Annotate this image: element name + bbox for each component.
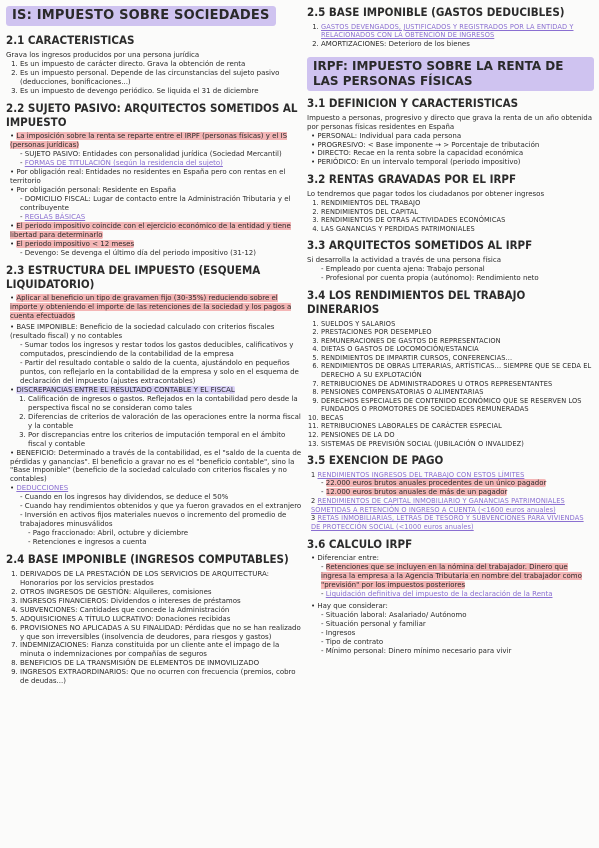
intro-text: Si desarrolla la actividad a través de una persona física <box>307 256 502 265</box>
section-3-3 <box>307 239 594 283</box>
text-line: - Cuando hay rendimientos obtenidos y que ya fueron gravados en el extranjero <box>20 502 302 511</box>
text-line: - FORMAS DE TITULACIÓN (según la residencia del sujeto) <box>20 159 223 168</box>
section-heading: 2.2 SUJETO PASIVO: ARQUITECTOS SOMETIDOS AL IMPUESTO <box>6 100 298 129</box>
text-line: • El periodo impositivo coincide con el ejercicio económico de la entidad y tiene libertad para determinarlo <box>10 221 291 239</box>
text-line: - Inversión en activos fijos materiales nuevos o incremento del promedio de trabajadores minusválidos <box>20 511 287 529</box>
income-list <box>6 570 304 686</box>
list-item: 9. INGRESOS EXTRAORDINARIOS: Que no ocurren con frecuencia (premios, cobro de deudas...) <box>20 668 304 686</box>
list-item: 9. DERECHOS ESPECIALES DE CONTENIDO ECONÓMICO QUE SE RESERVEN LOS FUNDADOS O PROMOTORES DE SOCIEDADES REMUNERADAS <box>321 397 594 414</box>
income-types-list <box>307 199 594 233</box>
section-3-6 <box>307 538 594 656</box>
list-item: 7. INDEMNIZACIONES: Fianza constituida por un cliente ante el impago de la minuta o indemnizaciones por compañías de seguros <box>20 641 304 659</box>
list-item: 12. PENSIONES DE LA DO <box>321 431 594 440</box>
text-line: - DOMICILIO FISCAL: Lugar de contacto entre la Administración Tributaria y el contribuyente <box>20 195 291 213</box>
list-item: 1. DERIVADOS DE LA PRESTACIÓN DE LOS SERVICIOS DE ARQUITECTURA: Honorarios por los servicios prestados <box>20 570 304 588</box>
list-item: 8. BENEFICIOS DE LA TRANSMISIÓN DE ELEMENTOS DE INMOVILIZADO <box>20 659 304 668</box>
section-2-1 <box>6 34 304 96</box>
section-heading: 3.3 ARQUITECTOS SOMETIDOS AL IRPF <box>307 238 533 253</box>
text-line: - 22.000 euros brutos anuales procedentes de un único pagador <box>321 479 547 488</box>
text-line: • PERSONAL: Individual para cada persona <box>311 131 462 140</box>
section-2-5 <box>307 6 594 49</box>
list-item: 1. Es un impuesto de carácter directo. Grava la obtención de renta <box>20 60 304 69</box>
text-line: 1 RENDIMIENTOS INGRESOS DEL TRABAJO CON ESTOS LÍMITES <box>311 470 525 479</box>
characteristics-list <box>6 60 304 96</box>
section-2-4 <box>6 553 304 686</box>
list-item: 2. Diferencias de criterios de valoración de las operaciones entre la norma fiscal y la contable <box>28 413 304 431</box>
list-item: 5. RENDIMIENTOS DE IMPARTIR CURSOS, CONFERENCIAS... <box>321 354 594 363</box>
text-line: • Diferenciar entre: <box>311 554 379 563</box>
list-item: 2. AMORTIZACIONES: Deterioro de los bienes <box>321 40 594 49</box>
list-item: 7. RETRIBUCIONES DE ADMINISTRADORES U OTROS REPRESENTANTES <box>321 380 594 389</box>
text-line: • La imposición sobre la renta se reparte entre el IRPF (personas físicas) y el IS (personas jurídicas) <box>10 132 288 150</box>
list-item: 2. RENDIMIENTOS DEL CAPITAL <box>321 208 594 217</box>
section-heading: 2.5 BASE IMPONIBLE (GASTOS DEDUCIBLES) <box>307 5 565 19</box>
list-item: 1. Calificación de ingresos o gastos. Reflejados en la contabilidad pero desde la perspectiva fiscal no se consideran como tales <box>28 395 304 413</box>
list-item: 2. OTROS INGRESOS DE GESTIÓN: Alquileres, comisiones <box>20 588 304 597</box>
section-heading: 2.1 CARACTERISTICAS <box>6 33 135 48</box>
section-2-2 <box>6 102 304 258</box>
list-item: 6. PROVISIONES NO APLICADAS A SU FINALIDAD: Pérdidas que no se han realizado y que son irreversibles (insolvencia de deudores, para riesgos y gastos) <box>20 624 304 642</box>
list-item: 1. RENDIMIENTOS DEL TRABAJO <box>321 199 594 208</box>
text-line: • BASE IMPONIBLE: Beneficio de la sociedad calculado con criterios fiscales (resultado fiscal) y no contables <box>10 323 275 341</box>
text-line: - SUJETO PASIVO: Entidades con personalidad jurídica (Sociedad Mercantil) <box>20 150 282 159</box>
section-heading: 3.6 CALCULO IRPF <box>307 536 413 551</box>
list-item: 3. Por discrepancias entre los criterios de imputación temporal en el ámbito fiscal y contable <box>28 431 304 449</box>
list-item: 3. REMUNERACIONES DE GASTOS DE REPRESENTACION <box>321 337 594 346</box>
text-line: - Situación laboral: Asalariado/ Autónomo <box>321 611 467 620</box>
text-line: • BENEFICIO: Determinado a través de la contabilidad, es el "saldo de la cuenta de pérdidas y ganancias". El beneficio a gravar no es el "beneficio contable", sino la "Base Imponible" (beneficio de la sociedad calculado con criterios fiscales y no contables) <box>10 448 302 484</box>
discrepancies-list <box>6 395 304 449</box>
list-item: 1. SUELDOS Y SALARIOS <box>321 320 594 329</box>
text-line: - Situación personal y familiar <box>321 620 426 629</box>
section-heading: 3.1 DEFINICION Y CARACTERISTICAS <box>307 95 519 110</box>
text-line: • DISCREPANCIAS ENTRE EL RESULTADO CONTABLE Y EL FISCAL <box>10 385 235 394</box>
text-line: - 12.000 euros brutos anuales de más de un pagador <box>321 488 508 497</box>
text-line: • Por obligación personal: Residente en España <box>10 186 177 195</box>
list-item: 2. PRESTACIONES POR DESEMPLEO <box>321 328 594 337</box>
list-item: 5. ADQUISICIONES A TÍTULO LUCRATIVO: Donaciones recibidas <box>20 615 304 624</box>
text-line: - Retenciones e ingresos a cuenta <box>28 538 147 547</box>
section-heading: 3.5 EXENCION DE PAGO <box>307 453 444 468</box>
intro-text: Lo tendremos que pagar todos los ciudadanos por obtener ingresos <box>307 190 545 199</box>
list-item: 8. PENSIONES COMPENSATORIAS O ALIMENTARIAS <box>321 388 594 397</box>
text-line: 3 RETAS INMOBILIARIAS, LETRAS DE TESORO Y SUBVENCIONES PARA VIVIENDAS DE PROTECCIÓN SOCIAL (<1000 euros anuales) <box>311 514 584 532</box>
section-3-1 <box>307 97 594 168</box>
list-item: 1. GASTOS DEVENGADOS, JUSTIFICADOS Y REGISTRADOS POR LA ENTIDAD Y RELACIONADOS CON LA OBTENCIÓN DE INGRESOS <box>321 23 594 40</box>
list-item: 3. INGRESOS FINANCIEROS: Dividendos o intereses de préstamos <box>20 597 304 606</box>
list-item: 4. DIETAS O GASTOS DE LOCOMOCIÓN/ESTANCIA <box>321 345 594 354</box>
list-item: 3. RENDIMIENTOS DE OTRAS ACTIVIDADES ECONÓMICAS <box>321 216 594 225</box>
text-line: - Sumar todos los ingresos y restar todos los gastos deducibles, calificativos y computados, prescindiendo de la contabilidad de la empresa <box>20 341 294 359</box>
list-item: 4. SUBVENCIONES: Cantidades que concede la Administración <box>20 606 304 615</box>
text-line: • El periodo impositivo < 12 meses <box>10 239 135 248</box>
list-item: 11. RETRIBUCIONES LABORALES DE CARÁCTER ESPECIAL <box>321 422 594 431</box>
text-line: - Mínimo personal: Dinero mínimo necesario para vivir <box>321 646 512 655</box>
section-heading: 3.2 RENTAS GRAVADAS POR EL IRPF <box>307 172 517 187</box>
expenses-list <box>307 23 594 49</box>
text-line: - Retenciones que se incluyen en la nómina del trabajador. Dinero que ingresa la empresa a la Agencia Tributaria en nombre del trabajador como "previsión" por los impuestos posteriores <box>321 563 582 590</box>
list-item: 10. BECAS <box>321 414 594 423</box>
section-heading: 3.4 LOS RENDIMIENTOS DEL TRABAJO DINERARIOS <box>307 288 526 316</box>
list-item: 2. Es un impuesto personal. Depende de las circunstancias del sujeto pasivo (deducciones, bonificaciones...) <box>20 69 304 87</box>
text-line: • DEDUCCIONES <box>10 484 69 493</box>
right-column <box>307 4 594 662</box>
list-item: 6. RENDIMIENTOS DE OBRAS LITERARIAS, ARTÍSTICAS... SIEMPRE QUE SE CEDA EL DERECHO A SU EXPLOTACIÓN <box>321 362 594 379</box>
section-3-5 <box>307 454 594 532</box>
text-line: • PERIÓDICO: En un intervalo temporal (periodo impositivo) <box>311 158 521 167</box>
section-2-3 <box>6 264 304 547</box>
list-item: 4. LAS GANANCIAS Y PERDIDAS PATRIMONIALES <box>321 225 594 234</box>
list-item: 3. Es un impuesto de devengo periódico. Se liquida el 31 de diciembre <box>20 87 304 96</box>
intro-text: Grava los ingresos producidos por una persona jurídica <box>6 51 200 60</box>
text-line: - Cuando en los ingresos hay dividendos, se deduce el 50% <box>20 493 229 502</box>
text-line: - Profesional por cuenta propia (autónomo): Rendimiento neto <box>321 274 539 283</box>
section-3-4 <box>307 289 594 448</box>
text-line: - Partir del resultado contable o saldo de la cuenta, ajustándolo en pequeños puntos, con reflejarlo en la contabilidad de la empresa y solo en el esquema de declaración del impuesto (ajustes extracontables) <box>20 359 299 385</box>
list-item: 13. SISTEMAS DE PREVISIÓN SOCIAL (JUBILACIÓN O INVALIDEZ) <box>321 440 594 449</box>
section-heading: 2.3 ESTRUCTURA DEL IMPUESTO (ESQUEMA LIQUIDATORIO) <box>6 262 261 291</box>
intro-text: Impuesto a personas, progresivo y directo que grava la renta de un año obtenida por personas físicas residentes en España <box>307 113 592 131</box>
is-title: IS: IMPUESTO SOBRE SOCIEDADES <box>6 6 276 26</box>
text-line: - Pago fraccionado: Abril, octubre y diciembre <box>28 529 189 538</box>
text-line: • PROGRESIVO: < Base imponente → > Porcentaje de tributación <box>311 140 540 149</box>
text-line: • Hay que considerar: <box>311 602 388 611</box>
section-heading: 2.4 BASE IMPONIBLE (INGRESOS COMPUTABLES) <box>6 552 289 567</box>
text-line: • DIRECTO: Recae en la renta sobre la capacidad económica <box>311 149 524 158</box>
left-column <box>6 4 304 692</box>
text-line: - Tipo de contrato <box>321 637 384 646</box>
text-line: - Devengo: Se devenga el último día del periodo impositivo (31-12) <box>20 248 256 257</box>
work-income-list <box>307 320 594 448</box>
text-line: - REGLAS BÁSICAS <box>20 212 86 221</box>
section-3-2 <box>307 173 594 233</box>
text-line: - Empleado por cuenta ajena: Trabajo personal <box>321 265 485 274</box>
text-line: • Por obligación real: Entidades no residentes en España pero con rentas en el territorio <box>10 168 286 186</box>
text-line: - Liquidación definitiva del impuesto de la declaración de la Renta <box>321 590 553 599</box>
text-line: 2 RENDIMIENTOS DE CAPITAL INMOBILIARIO Y GANANCIAS PATRIMONIALES SOMETIDAS A RETENCIÓN O INGRESO A CUENTA (<1600 euros anuales) <box>311 497 565 514</box>
irpf-title: IRPF: IMPUESTO SOBRE LA RENTA DE LAS PERSONAS FÍSICAS <box>307 57 594 91</box>
text-line: • Aplicar al beneficio un tipo de gravamen fijo (30-35%) reduciendo sobre el importe y obteniendo el importe de las retenciones de la sociedad y los pagos a cuenta efectuados <box>10 294 292 321</box>
text-line: - Ingresos <box>321 629 356 638</box>
